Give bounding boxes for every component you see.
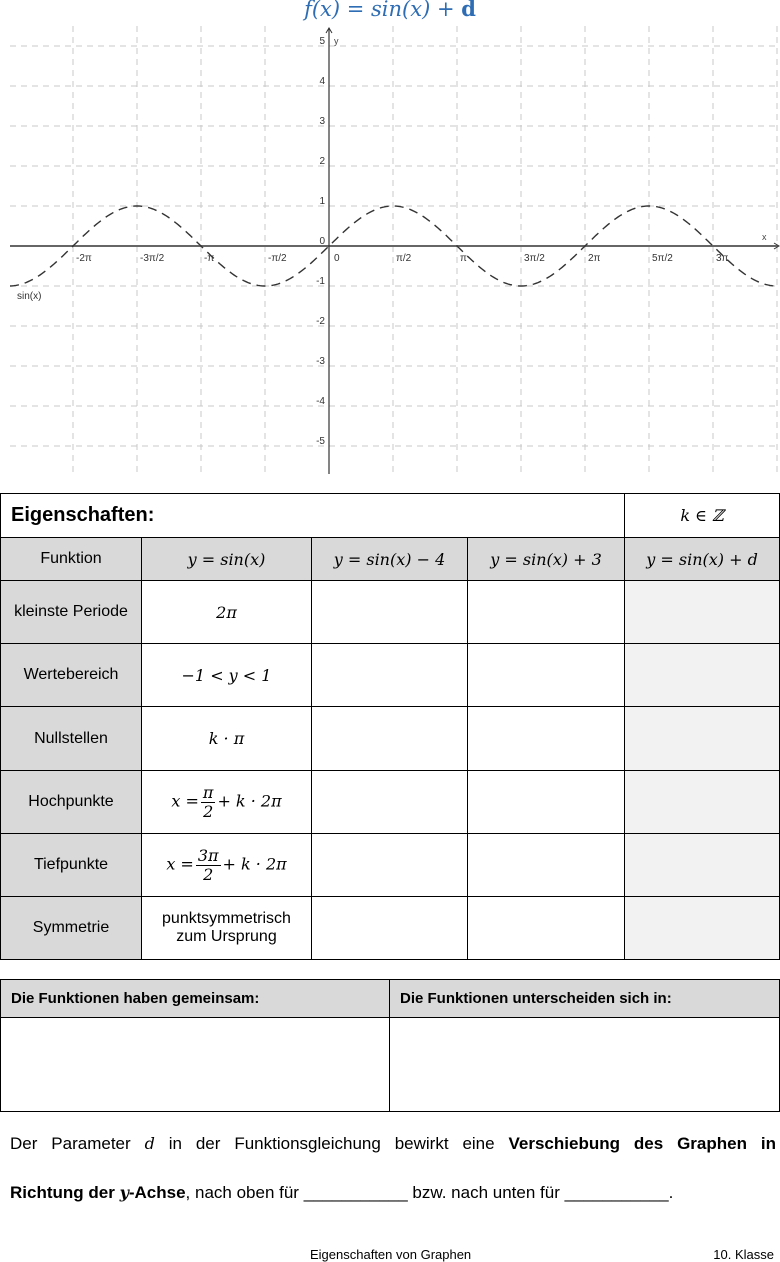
column-header: y = sin(x) + 3 bbox=[468, 538, 625, 581]
conclusion-line-1: Der Parameter d in der Funktionsgleichung bewirkt eine Verschiebung des Graphen in bbox=[10, 1134, 776, 1153]
row-label: kleinste Periode bbox=[1, 581, 142, 644]
x-tick-label: 2π bbox=[588, 253, 601, 264]
empty-cell[interactable] bbox=[468, 581, 625, 644]
table-row bbox=[1, 897, 780, 960]
cell-value: k · π bbox=[142, 707, 312, 771]
empty-cell[interactable] bbox=[312, 581, 468, 644]
domain-note: k ∈ ℤ bbox=[625, 494, 780, 538]
curve-label: sin(x) bbox=[17, 291, 42, 302]
sine-graph bbox=[0, 26, 780, 474]
empty-cell[interactable] bbox=[468, 707, 625, 771]
y-tick-label: -4 bbox=[316, 396, 325, 407]
y-tick-label: 1 bbox=[319, 196, 325, 207]
empty-cell[interactable] bbox=[625, 834, 780, 897]
footer-class: 10. Klasse bbox=[713, 1247, 774, 1262]
cell-value: x = $\frac{3\pi}{2}$ + k · 2π bbox=[142, 834, 312, 897]
comparison-table bbox=[0, 979, 780, 1112]
x-tick-label: -2π bbox=[76, 253, 92, 264]
y-tick-label: -3 bbox=[316, 356, 325, 367]
empty-cell[interactable] bbox=[312, 897, 468, 960]
column-header: y = sin(x) − 4 bbox=[312, 538, 468, 581]
x-tick-label: π/2 bbox=[396, 253, 412, 264]
y-tick-label: 5 bbox=[319, 36, 325, 47]
row-label: Hochpunkte bbox=[1, 771, 142, 834]
column-header: Funktion bbox=[1, 538, 142, 581]
blank-up[interactable]: ___________ bbox=[303, 1183, 408, 1202]
y-tick-label: 2 bbox=[319, 156, 325, 167]
x-tick-label: π bbox=[460, 253, 467, 264]
x-tick-label: -3π/2 bbox=[140, 253, 165, 264]
x-axis-label: x bbox=[762, 232, 767, 242]
function-title: f(x) = sin(x) + d bbox=[304, 0, 476, 21]
differ-answer-field[interactable] bbox=[390, 1018, 780, 1112]
y-tick-label: 4 bbox=[319, 76, 325, 87]
empty-cell[interactable] bbox=[625, 707, 780, 771]
empty-cell[interactable] bbox=[625, 581, 780, 644]
y-tick-label: -2 bbox=[316, 316, 325, 327]
empty-cell[interactable] bbox=[312, 834, 468, 897]
common-answer-field[interactable] bbox=[1, 1018, 390, 1112]
y-tick-label: -1 bbox=[316, 276, 325, 287]
empty-cell[interactable] bbox=[625, 644, 780, 707]
x-tick-label: 3π bbox=[716, 253, 729, 264]
empty-cell[interactable] bbox=[625, 897, 780, 960]
table-row bbox=[1, 707, 780, 771]
y-axis-label: y bbox=[334, 36, 339, 46]
empty-cell[interactable] bbox=[468, 897, 625, 960]
x-tick-label: 3π/2 bbox=[524, 253, 545, 264]
row-label: Nullstellen bbox=[1, 707, 142, 771]
row-label: Symmetrie bbox=[1, 897, 142, 960]
blank-down[interactable]: ___________ bbox=[564, 1183, 669, 1202]
cell-value: punktsymmetrisch zum Ursprung bbox=[142, 897, 312, 960]
header-row bbox=[1, 538, 780, 581]
empty-cell[interactable] bbox=[312, 644, 468, 707]
x-tick-label: -π/2 bbox=[268, 253, 287, 264]
row-label: Tiefpunkte bbox=[1, 834, 142, 897]
footer-title: Eigenschaften von Graphen bbox=[310, 1247, 472, 1262]
column-header: y = sin(x) bbox=[142, 538, 312, 581]
properties-table bbox=[0, 493, 780, 960]
table-row bbox=[1, 581, 780, 644]
y-tick-label: -5 bbox=[316, 436, 325, 447]
differ-header: Die Funktionen unterscheiden sich in: bbox=[390, 980, 780, 1018]
conclusion-line-2: Richtung der y-Achse, nach oben für ___________ bzw. nach unten für ___________. bbox=[10, 1183, 674, 1202]
empty-cell[interactable] bbox=[312, 771, 468, 834]
y-tick-label: 0 bbox=[319, 236, 325, 247]
table-heading: Eigenschaften: bbox=[1, 494, 625, 538]
column-header: y = sin(x) + d bbox=[625, 538, 780, 581]
row-label: Wertebereich bbox=[1, 644, 142, 707]
cell-value: −1 < y < 1 bbox=[142, 644, 312, 707]
empty-cell[interactable] bbox=[625, 771, 780, 834]
x-tick-label: -π bbox=[204, 253, 215, 264]
table-row bbox=[1, 834, 780, 897]
empty-cell[interactable] bbox=[468, 644, 625, 707]
y-tick-label: 3 bbox=[319, 116, 325, 127]
cell-value: 2π bbox=[142, 581, 312, 644]
table-row bbox=[1, 644, 780, 707]
common-header: Die Funktionen haben gemeinsam: bbox=[1, 980, 390, 1018]
x-tick-label: 5π/2 bbox=[652, 253, 673, 264]
x-tick-label: 0 bbox=[334, 253, 340, 264]
empty-cell[interactable] bbox=[468, 834, 625, 897]
empty-cell[interactable] bbox=[468, 771, 625, 834]
empty-cell[interactable] bbox=[312, 707, 468, 771]
cell-value: x = $\frac{\pi}{2}$ + k · 2π bbox=[142, 771, 312, 834]
table-row bbox=[1, 771, 780, 834]
